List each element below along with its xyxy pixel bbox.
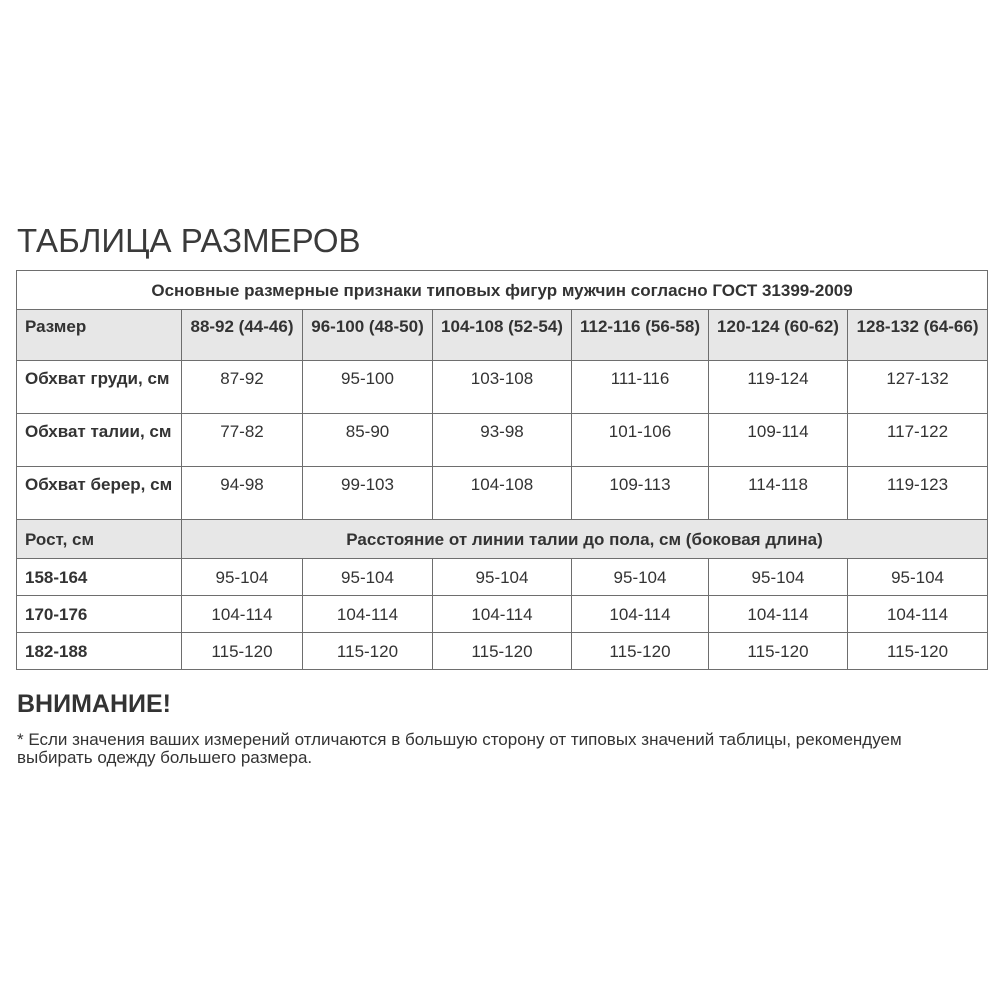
table-cell: 95-104 <box>303 559 433 596</box>
table-cell: 95-104 <box>709 559 848 596</box>
table-cell: 94-98 <box>182 467 303 520</box>
size-header-cell: 96-100 (48-50) <box>303 310 433 361</box>
table-cell: 77-82 <box>182 414 303 467</box>
table-cell: 104-114 <box>572 596 709 633</box>
table-cell: 109-114 <box>709 414 848 467</box>
table-cell: 87-92 <box>182 361 303 414</box>
table-cell: 95-100 <box>303 361 433 414</box>
table-cell: 99-103 <box>303 467 433 520</box>
measurement-label: Обхват талии, см <box>17 414 182 467</box>
table-cell: 119-124 <box>709 361 848 414</box>
height-header-row <box>17 520 988 559</box>
page-title: ТАБЛИЦА РАЗМЕРОВ <box>17 222 361 259</box>
table-row <box>17 361 988 414</box>
table-cell: 115-120 <box>433 633 572 670</box>
size-header-cell: 104-108 (52-54) <box>433 310 572 361</box>
table-cell: 95-104 <box>433 559 572 596</box>
table-cell: 117-122 <box>848 414 988 467</box>
table-cell: 104-114 <box>848 596 988 633</box>
table-cell: 103-108 <box>433 361 572 414</box>
size-header-row <box>17 310 988 361</box>
size-header-cell: 112-116 (56-58) <box>572 310 709 361</box>
table-cell: 95-104 <box>572 559 709 596</box>
table-cell: 119-123 <box>848 467 988 520</box>
size-label: Размер <box>17 310 182 361</box>
table-row <box>17 596 988 633</box>
table-cell: 114-118 <box>709 467 848 520</box>
notice-text: * Если значения ваших измерений отличаются в большую сторону от типовых значений таблицы, рекомендуем выбирать одежду большего размера. <box>17 730 902 767</box>
measurement-label: Обхват берер, см <box>17 467 182 520</box>
table-cell: 104-114 <box>182 596 303 633</box>
height-caption: Расстояние от линии талии до пола, см (боковая длина) <box>182 520 988 559</box>
height-range: 158-164 <box>17 559 182 596</box>
table-cell: 104-108 <box>433 467 572 520</box>
height-range: 182-188 <box>17 633 182 670</box>
measurement-label: Обхват груди, см <box>17 361 182 414</box>
table-cell: 101-106 <box>572 414 709 467</box>
table-cell: 95-104 <box>182 559 303 596</box>
size-header-cell: 120-124 (60-62) <box>709 310 848 361</box>
table-cell: 93-98 <box>433 414 572 467</box>
table-caption: Основные размерные признаки типовых фигур мужчин согласно ГОСТ 31399-2009 <box>17 271 988 310</box>
size-header-cell: 88-92 (44-46) <box>182 310 303 361</box>
table-cell: 115-120 <box>182 633 303 670</box>
table-cell: 104-114 <box>303 596 433 633</box>
table-cell: 109-113 <box>572 467 709 520</box>
size-table <box>16 270 988 670</box>
table-cell: 104-114 <box>433 596 572 633</box>
table-cell: 104-114 <box>709 596 848 633</box>
table-cell: 85-90 <box>303 414 433 467</box>
table-cell: 115-120 <box>572 633 709 670</box>
table-cell: 127-132 <box>848 361 988 414</box>
height-range: 170-176 <box>17 596 182 633</box>
table-row <box>17 414 988 467</box>
table-caption-row <box>17 271 988 310</box>
height-label: Рост, см <box>17 520 182 559</box>
size-header-cell: 128-132 (64-66) <box>848 310 988 361</box>
notice-title: ВНИМАНИЕ! <box>17 690 171 718</box>
table-cell: 115-120 <box>303 633 433 670</box>
table-row <box>17 559 988 596</box>
table-cell: 111-116 <box>572 361 709 414</box>
table-cell: 95-104 <box>848 559 988 596</box>
table-row <box>17 633 988 670</box>
table-cell: 115-120 <box>848 633 988 670</box>
table-cell: 115-120 <box>709 633 848 670</box>
table-row <box>17 467 988 520</box>
